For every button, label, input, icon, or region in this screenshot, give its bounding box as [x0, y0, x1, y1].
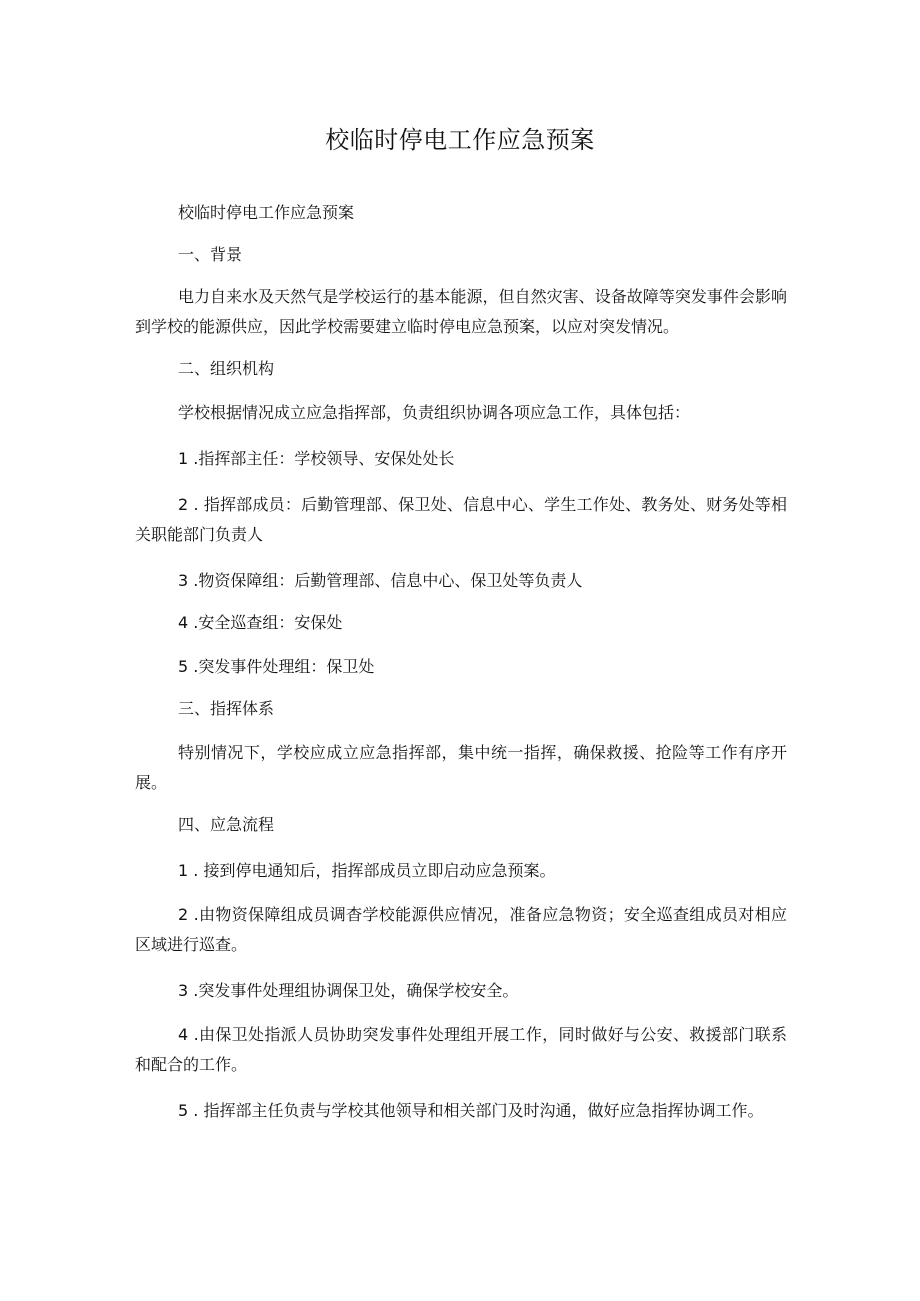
document-subtitle: 校临时停电工作应急预案 [178, 203, 355, 222]
paragraph-organization-intro: 学校根据情况成立应急指挥部，负责组织协调各项应急工作，具体包括： [178, 403, 691, 422]
list-item-process-3: 3 .突发事件处理组协调保卫处，确保学校安全。 [178, 981, 519, 1000]
list-item-process-2: 2 .由物资保障组成员调杳学校能源供应情况，准备应急物资；安全巡查组成员对相应区域进行巡查。 [135, 905, 787, 954]
section-heading-command: 三、指挥体系 [178, 699, 275, 718]
list-item-organization-3: 3 .物资保障组：后勤管理部、信息中心、保卫处等负责人 [178, 571, 583, 590]
list-item-process-4: 4 .由保卫处指派人员协助突发事件处理组开展工作，同时做好与公安、救援部门联系和配合的工作。 [135, 1025, 787, 1074]
paragraph-command: 特别情况下，学校应成立应急指挥部，集中统一指挥，确保救援、抢险等工作有序开展。 [135, 743, 787, 792]
list-item-organization-4: 4 .安全巡查组：安保处 [178, 613, 343, 632]
list-item-process-5: 5 . 指挥部主任负责与学校其他领导和相关部门及时沟通，做好应急指挥协调工作。 [178, 1101, 764, 1120]
document-body [135, 198, 787, 1126]
section-heading-background: 一、背景 [178, 245, 243, 264]
document-title: 校临时停电工作应急预案 [325, 126, 595, 154]
section-heading-process: 四、应急流程 [178, 815, 275, 834]
section-heading-organization: 二、组织机构 [178, 359, 275, 378]
paragraph-background: 电力自来水及天然气是学校运行的基本能源，但自然灾害、设备故障等突发事件会影响到学校的能源供应，因此学校需要建立临时停电应急预案，以应对突发情况。 [135, 287, 787, 336]
list-item-process-1: 1 . 接到停电通知后，指挥部成员立即启动应急预案。 [178, 861, 556, 880]
list-item-organization-1: 1 .指挥部主任：学校领导、安保处处长 [178, 449, 455, 468]
list-item-organization-5: 5 .突发事件处理组：保卫处 [178, 657, 375, 676]
list-item-organization-2: 2 . 指挥部成员：后勤管理部、保卫处、信息中心、学生工作处、教务处、财务处等相关职能部门负责人 [135, 495, 787, 544]
